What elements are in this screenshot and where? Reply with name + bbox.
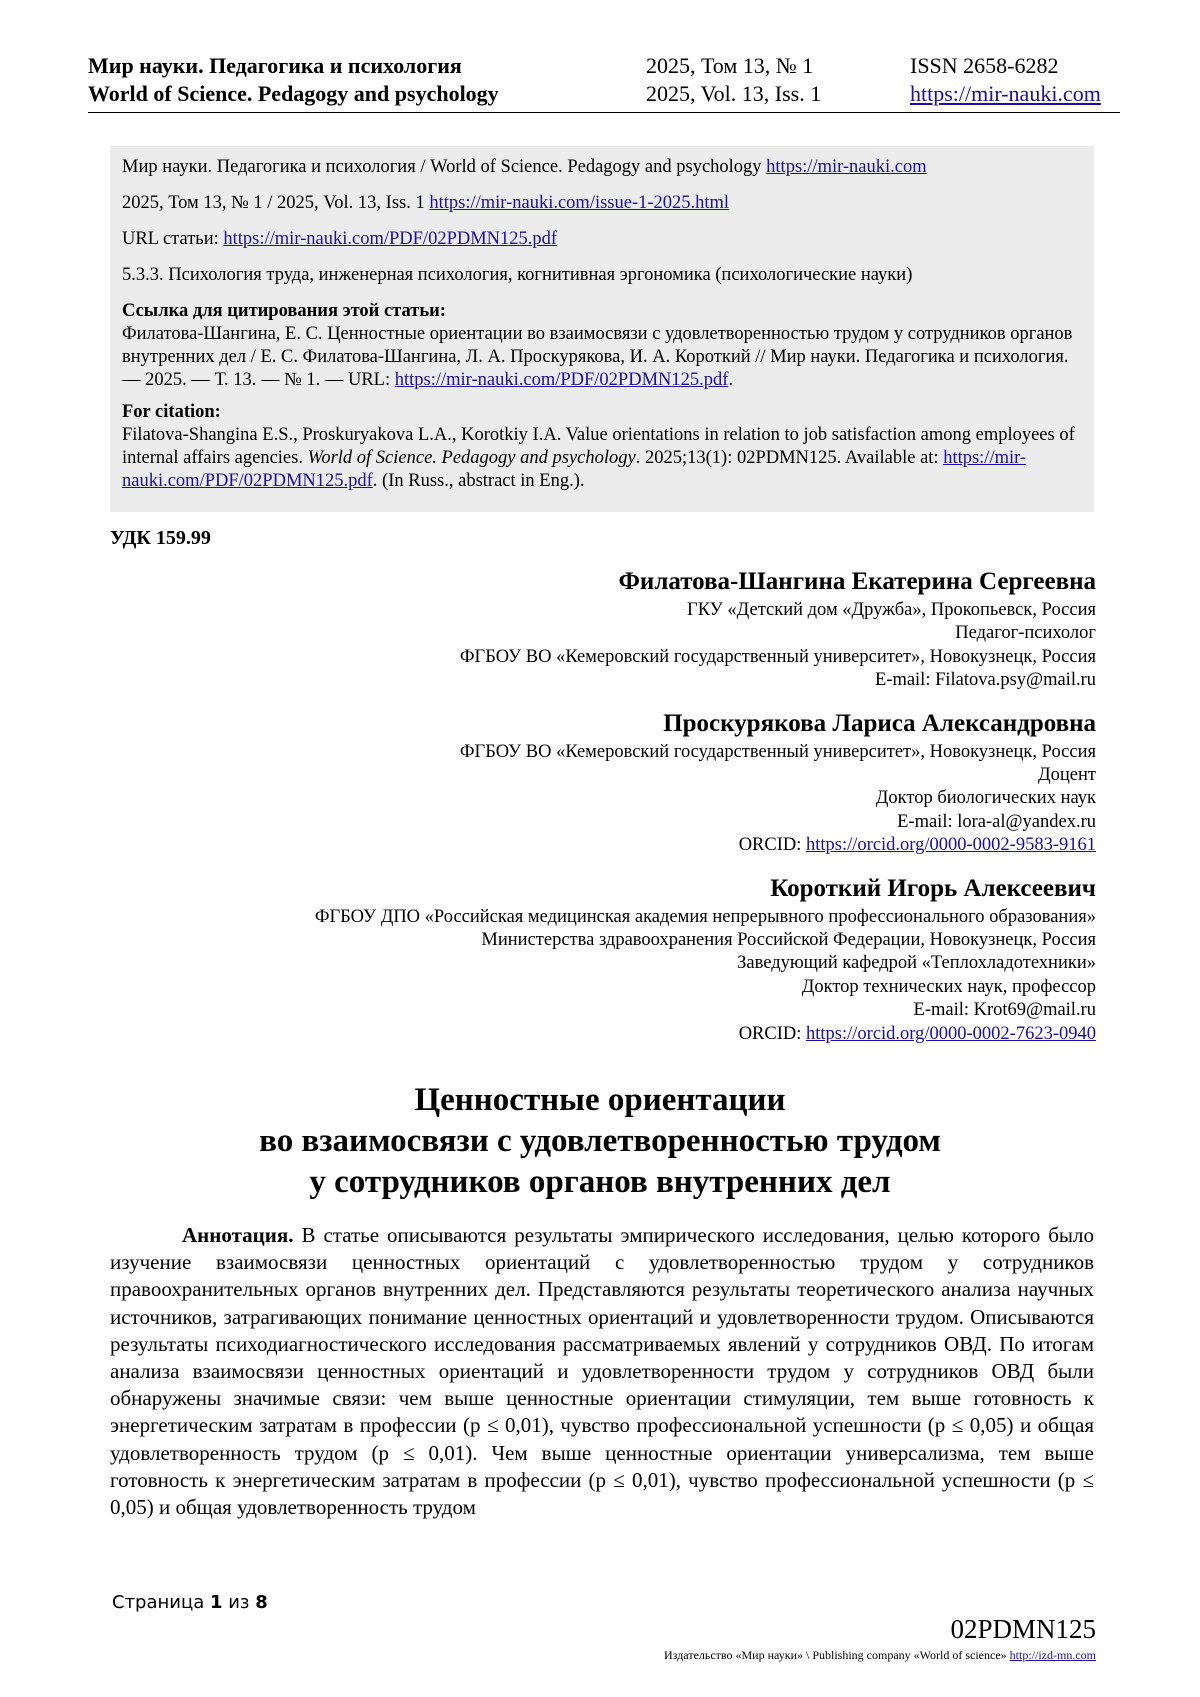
journal-title-en: World of Science. Pedagogy and psychology [88, 81, 499, 106]
author-name: Короткий Игорь Алексеевич [770, 874, 1096, 902]
page-number: Страница 1 из 8 [112, 1592, 268, 1613]
author-position: Заведующий кафедрой «Теплохладотехники» [737, 953, 1096, 974]
publisher-link[interactable]: http://izd-mn.com [1009, 1648, 1096, 1662]
specialty-line: 5.3.3. Психология труда, инженерная психология, когнитивная эргономика (психологические науки) [122, 265, 913, 285]
author-3 [96, 872, 1096, 1046]
citation-en-journal: World of Science. Pedagogy and psychology [307, 448, 636, 468]
author-degree: Доктор технических наук, профессор [801, 976, 1096, 997]
author-degree: Доктор биологических наук [875, 788, 1096, 809]
citation-ru-text: Филатова-Шангина, Е. С. Ценностные ориентации во взаимосвязи с удовлетворенностью трудом у сотрудников органов внутренних дел / Е. С. Филатова-Шангина, Л. А. Проскурякова, И. А. Короткий // Мир науки. Педагогика и психология. — 2025. — Т. 13. — № 1. — URL: [122, 324, 1073, 390]
author-affiliation: ФГБОУ ВО «Кемеровский государственный университет», Новокузнецк, Россия [459, 741, 1096, 762]
author-affiliation: ГКУ «Детский дом «Дружба», Прокопьевск, Россия [687, 600, 1096, 620]
orcid-link[interactable]: https://orcid.org/0000-0002-9583-9161 [806, 835, 1096, 856]
journal-title [88, 52, 499, 108]
author-position: Доцент [1038, 765, 1096, 786]
title-line: у сотрудников органов внутренних дел [309, 1164, 891, 1200]
author-1 [96, 565, 1096, 693]
citation-line-issue: 2025, Том 13, № 1 / 2025, Vol. 13, Iss. 1 https://mir-nauki.com/issue-1-2025.html [122, 193, 730, 213]
title-line: Ценностные ориентации [414, 1082, 786, 1118]
author-affiliation: ФГБОУ ДПО «Российская медицинская академия непрерывного профессионального образования» [314, 906, 1096, 927]
orcid-link[interactable]: https://orcid.org/0000-0002-7623-0940 [806, 1023, 1096, 1044]
issn: ISSN 2658-6282 [910, 53, 1059, 78]
citation-ru: Ссылка для цитирования этой статьи: Филатова-Шангина, Е. С. Ценностные ориентации во взаимосвязи с удовлетворенностью трудом у сотрудников органов внутренних дел / Е. С. Филатова-Шангина, Л. А. Проскурякова, И. А. Короткий // Мир науки. Педагогика и психология. — 2025. — Т. 13. — № 1. — URL: https://mir-nauki.com/PDF/02PDMN125.pdf. [122, 300, 1082, 392]
udk-code: УДК 159.99 [110, 527, 211, 549]
citation-line-url: URL статьи: https://mir-nauki.com/PDF/02PDMN125.pdf [122, 229, 558, 249]
citation-line-journal: Мир науки. Педагогика и психология / World of Science. Pedagogy and psychology https://mir-nauki.com [122, 157, 927, 177]
author-email: E-mail: Filatova.psy@mail.ru [874, 670, 1096, 691]
citation-en-link[interactable]: https://mir-nauki.com/PDF/02PDMN125.pdf [122, 448, 1027, 491]
author-email: E-mail: Krot69@mail.ru [913, 1000, 1096, 1021]
citation-ru-label: Ссылка для цитирования этой статьи: [122, 301, 446, 321]
article-code: 02PDMN125 [950, 1614, 1096, 1644]
journal-site-link[interactable]: https://mir-nauki.com [910, 81, 1101, 106]
abstract-label: Аннотация. [182, 1223, 294, 1247]
citation-ru-link[interactable]: https://mir-nauki.com/PDF/02PDMN125.pdf [394, 370, 729, 390]
abstract [110, 1222, 1094, 1521]
article-title [0, 1080, 1200, 1203]
citation-en-label: For citation: [122, 402, 221, 422]
author-affiliation: Министерства здравоохранения Российской Федерации, Новокузнецк, Россия [481, 930, 1096, 951]
issue-info [646, 52, 821, 108]
citation-box [110, 146, 1094, 512]
publisher-footer: Издательство «Мир науки» \ Publishing company «World of science» http://izd-mn.com [664, 1648, 1096, 1662]
citation-en-text: Filatova-Shangina E.S., Proskuryakova L.A., Korotkiy I.A. Value orientations in relation to job satisfaction among employees of internal affairs agencies. [122, 425, 1075, 468]
author-affiliation: ФГБОУ ВО «Кемеровский государственный университет», Новокузнецк, Россия [459, 646, 1096, 667]
author-name: Проскурякова Лариса Александровна [663, 709, 1096, 737]
article-pdf-link[interactable]: https://mir-nauki.com/PDF/02PDMN125.pdf [223, 229, 558, 249]
author-position: Педагог-психолог [955, 623, 1096, 644]
author-orcid: ORCID: https://orcid.org/0000-0002-9583-9161 [738, 835, 1096, 856]
citation-en: For citation: Filatova-Shangina E.S., Proskuryakova L.A., Korotkiy I.A. Value orientations in relation to job satisfaction among employees of internal affairs agencies. World of Science. Pedagogy and psychology. 2025;13(1): 02PDMN125. Available at: https://mir-nauki.com/PDF/02PDMN125.pdf. (In Russ., abstract in Eng.). [122, 401, 1082, 493]
journal-title-ru: Мир науки. Педагогика и психология [88, 53, 462, 78]
issn-info [910, 52, 1101, 108]
author-orcid: ORCID: https://orcid.org/0000-0002-7623-0940 [738, 1023, 1096, 1044]
title-line: во взаимосвязи с удовлетворенностью трудом [259, 1123, 941, 1159]
author-2 [96, 707, 1096, 858]
journal-header [88, 52, 1120, 113]
author-email: E-mail: lora-al@yandex.ru [897, 811, 1096, 832]
journal-link[interactable]: https://mir-nauki.com [766, 157, 927, 177]
issue-en: 2025, Vol. 13, Iss. 1 [646, 81, 822, 106]
issue-link[interactable]: https://mir-nauki.com/issue-1-2025.html [429, 193, 730, 213]
authors-block [96, 565, 1096, 1060]
author-name: Филатова-Шангина Екатерина Сергеевна [618, 568, 1096, 595]
abstract-text: В статье описываются результаты эмпирического исследования, целью которого было изучение взаимосвязи ценностных ориентаций с удовлетворенностью трудом у сотрудников правоохранительных органов внутренних дел. Представляются результаты теоретического анализа научных источников, затрагивающих понимание ценностных ориентаций и удовлетворенности трудом. Описываются результаты психодиагностического исследования рассматриваемых явлений у сотрудников ОВД. По итогам анализа взаимосвязи ценностных ориентаций и удовлетворенности трудом у сотрудников ОВД были обнаружены значимые связи: чем выше ценностные ориентации стимуляции, тем выше готовность к энергетическим затратам в профессии (p ≤ 0,01), чувство профессиональной успешности (p ≤ 0,05) и общая удовлетворенность трудом (p ≤ 0,01). Чем выше ценностные ориентации универсализма, тем выше готовность к энергетическим затратам в профессии (p ≤ 0,01), чувство профессиональной успешности (p ≤ 0,05) и общая удовлетворенность трудом [110, 1223, 1094, 1520]
issue-ru: 2025, Том 13, № 1 [646, 53, 814, 78]
